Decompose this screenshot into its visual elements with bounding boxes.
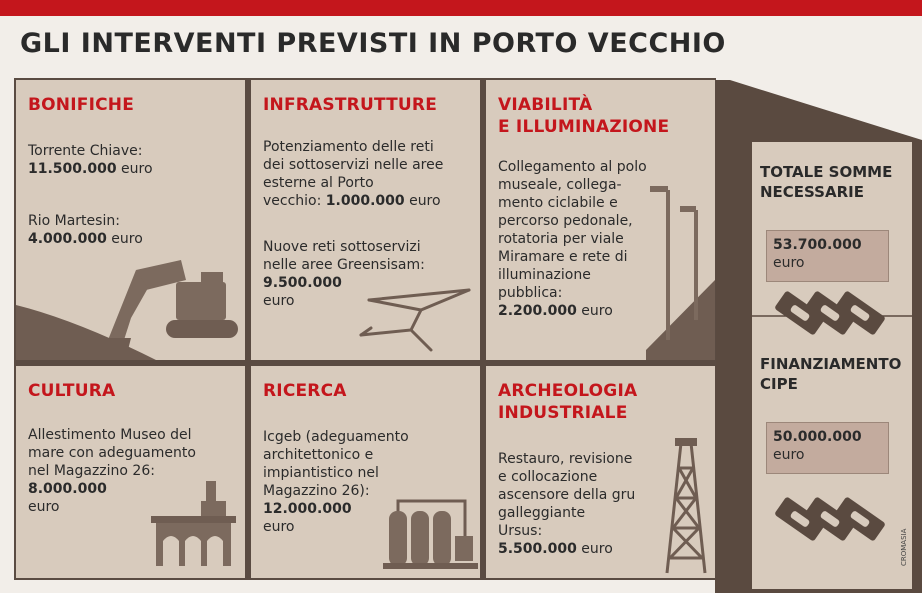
item-value-line (498, 540, 635, 558)
panel-text (263, 138, 443, 210)
item-text: percorso pedonale, (498, 213, 633, 229)
item-text: e collocazione (498, 469, 598, 485)
credit-label: CROMASIA (900, 528, 908, 566)
item-text: Magazzino 26): (263, 483, 370, 499)
item-text: mare con adeguamento (28, 445, 196, 461)
panel-text (498, 450, 635, 558)
panel-heading: CULTURA (28, 381, 116, 401)
total-heading (760, 162, 892, 202)
item-text: museale, collega- (498, 177, 622, 193)
top-accent-bar (0, 0, 922, 16)
item-text: esterne al Porto (263, 175, 374, 191)
cipe-unit: euro (773, 447, 805, 463)
total-unit: euro (773, 255, 805, 271)
item-value: 1.000.000 (325, 193, 405, 209)
item-value: 9.500.000 (263, 275, 342, 291)
cipe-value: 50.000.000 (773, 429, 862, 445)
panel-heading: INFRASTRUTTURE (263, 95, 438, 115)
item-unit: euro (106, 231, 143, 247)
panel-heading: BONIFICHE (28, 95, 135, 115)
item-text: vecchio: (263, 193, 326, 209)
item-value: 11.500.000 (28, 161, 117, 177)
item-unit: euro (404, 193, 441, 209)
summary-panel (752, 142, 912, 589)
crane-tower-icon (661, 438, 711, 576)
panel-text (498, 158, 647, 320)
cipe-heading (760, 354, 901, 394)
item-value-line (263, 192, 443, 210)
item-text: rotatoria per viale (498, 231, 624, 247)
item-text: Miramare e rete di (498, 249, 628, 265)
item-value-line (28, 160, 153, 178)
excavator-icon (16, 250, 245, 360)
item-value: 12.000.000 (263, 501, 352, 517)
item-text: galleggiante (498, 505, 586, 521)
panel-bonifiche (16, 80, 245, 360)
item-text: Nuove reti sottoservizi (263, 239, 421, 255)
item-text: Potenziamento delle reti (263, 139, 434, 155)
item-text: nel Magazzino 26: (28, 463, 155, 479)
heading-line: ARCHEOLOGIA (498, 381, 638, 401)
item-text: ascensore della gru (498, 487, 636, 503)
item-text: Icgeb (adeguamento (263, 429, 409, 445)
item-unit: euro (263, 519, 295, 535)
item-unit: euro (28, 499, 60, 515)
total-amount-box (766, 230, 889, 282)
item-value: 2.200.000 (498, 303, 577, 319)
item-text: Ursus: (498, 523, 543, 539)
page-title: GLI INTERVENTI PREVISTI IN PORTO VECCHIO (20, 28, 726, 59)
item-unit: euro (116, 161, 153, 177)
item-value-line (498, 302, 647, 320)
item-label: Rio Martesin: (28, 213, 120, 229)
item-value: 8.000.000 (28, 481, 107, 497)
item-text: impiantistico nel (263, 465, 379, 481)
panel-viabilita (486, 80, 715, 360)
item-unit: euro (263, 293, 295, 309)
banknotes-icon (752, 288, 912, 344)
heading-line: TOTALE SOMME (760, 163, 893, 181)
panel-ricerca (251, 366, 480, 578)
panel-heading: RICERCA (263, 381, 347, 401)
item-text: Allestimento Museo del (28, 427, 192, 443)
heading-line: CIPE (760, 375, 798, 393)
panel-cultura (16, 366, 245, 578)
item-text: Collegamento al polo (498, 159, 647, 175)
panel-heading (498, 94, 669, 138)
total-value: 53.700.000 (773, 237, 862, 253)
banknotes-icon (752, 492, 912, 552)
item-value: 4.000.000 (28, 231, 107, 247)
item-text: architettonico e (263, 447, 374, 463)
heading-line: VIABILITÀ (498, 95, 593, 115)
cipe-amount-box (766, 422, 889, 474)
item-value-line (28, 230, 143, 248)
item-unit: euro (576, 303, 613, 319)
item-text: illuminazione (498, 267, 591, 283)
item-text: pubblica: (498, 285, 563, 301)
panel-archeologia (486, 366, 715, 578)
panel-text (28, 212, 143, 248)
item-text: Restauro, revisione (498, 451, 633, 467)
panel-infrastrutture (251, 80, 480, 360)
item-text: mento ciclabile e (498, 195, 618, 211)
building-icon (151, 476, 236, 571)
item-unit: euro (576, 541, 613, 557)
item-text: dei sottoservizi nelle aree (263, 157, 444, 173)
pipeline-icon (351, 280, 476, 360)
heading-line: INDUSTRIALE (498, 403, 628, 423)
item-text: nelle aree Greensisam: (263, 257, 425, 273)
panel-text (28, 142, 153, 178)
panel-heading (498, 380, 637, 424)
item-label: Torrente Chiave: (28, 143, 143, 159)
heading-line: FINANZIAMENTO (760, 355, 902, 373)
heading-line: E ILLUMINAZIONE (498, 117, 670, 137)
tanks-icon (383, 491, 478, 571)
item-value: 5.500.000 (498, 541, 577, 557)
heading-line: NECESSARIE (760, 183, 864, 201)
streetlight-icon (646, 180, 715, 360)
